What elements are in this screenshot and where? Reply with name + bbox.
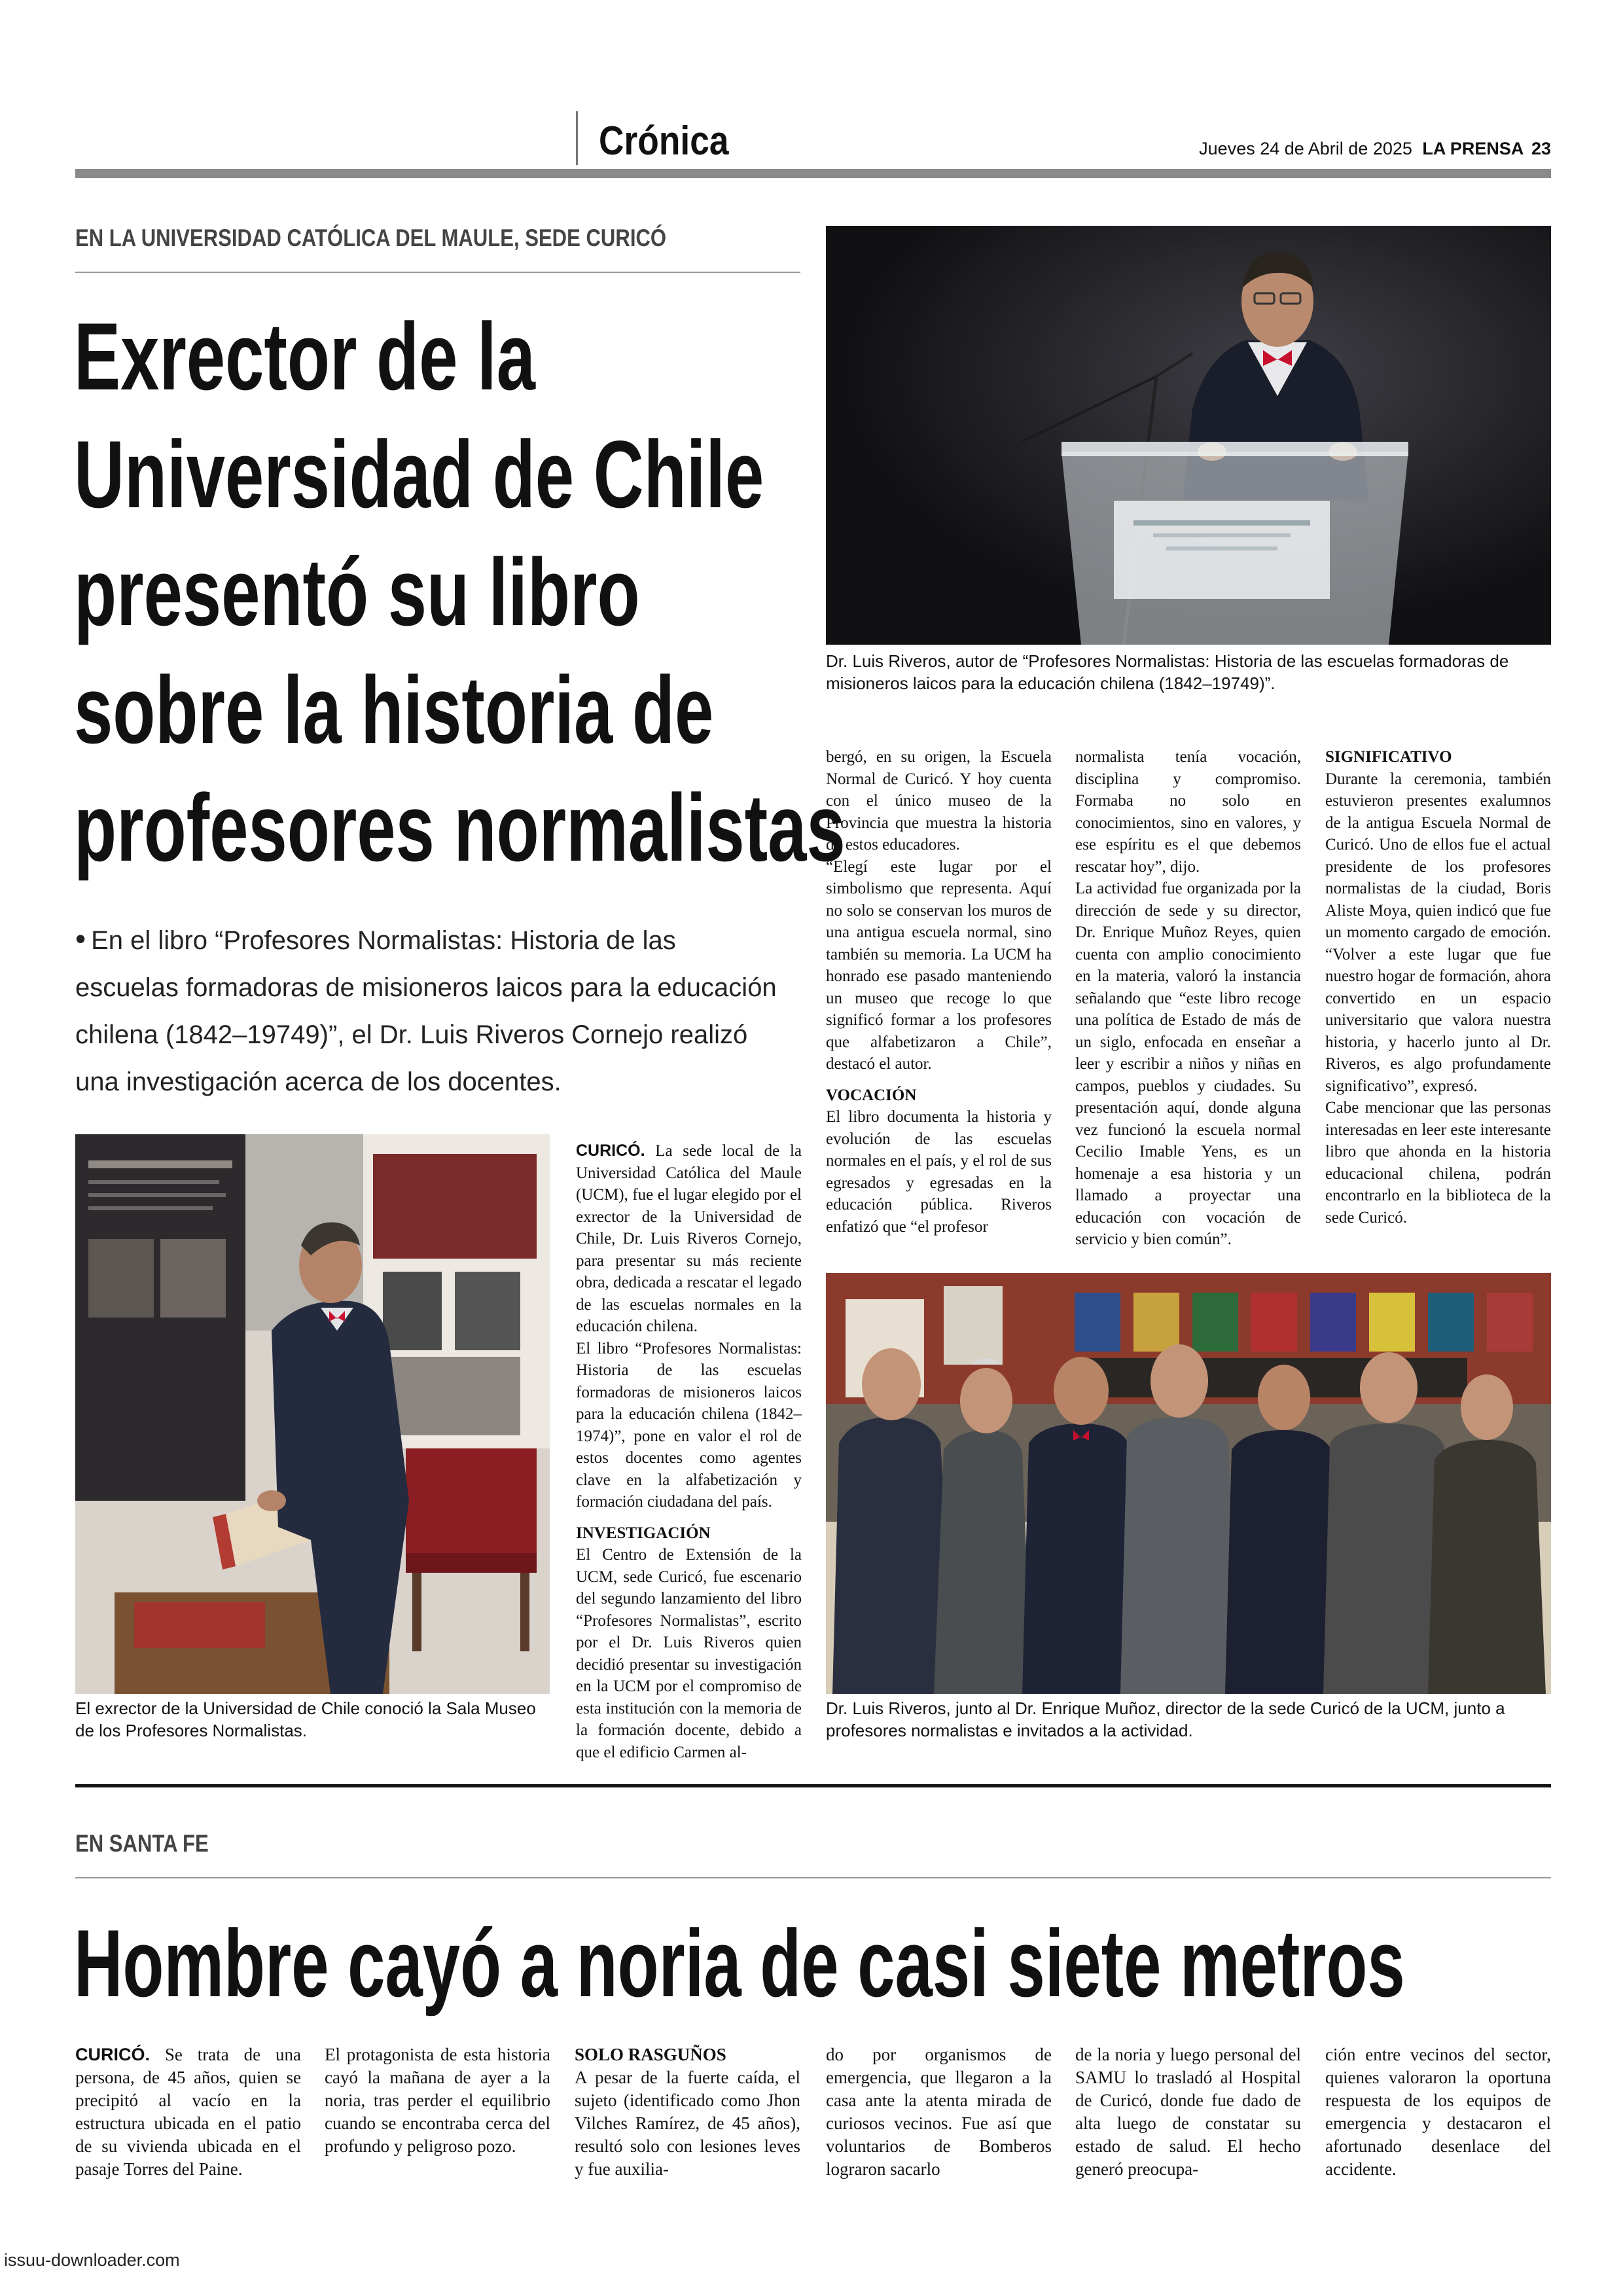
paragraph: A pesar de la fuerte caída, el sujeto (identificado como Jhon Vilches Ramírez, de 45 años), resultó solo con lesiones leves y fue auxilia- bbox=[575, 2068, 800, 2179]
paragraph: El protagonista de esta historia cayó la mañana de ayer a la noria, tras perder el equilibrio cuando se encontraba cerca del profundo y peligroso pozo. bbox=[325, 2045, 550, 2156]
subhead-investigacion: INVESTIGACIÓN bbox=[576, 1524, 711, 1542]
paragraph: La actividad fue organizada por la dirección de sede y su director, Dr. Enrique Muñoz Reyes, quien cuenta con amplio conocimiento en la materia, valoró la instancia señalando que “este libro recoge una política de Estado de más de un siglo, enfocada en enseñar a leer y escribir a niños y niñas en campos, pueblos y ciudades. Su presentación aquí, donde alguna vez funcionó la escuela normal Cecilio Imable Yens, es un homenaje a esa historia y un llamado a proyectar una educación con vocación de servicio y bien común”. bbox=[1075, 880, 1301, 1248]
kicker-rule bbox=[75, 272, 800, 273]
paragraph: bergó, en su origen, la Escuela Normal de Curicó. Y hoy cuenta con el único museo de la Provincia que muestra la historia de estos educadores. bbox=[826, 748, 1052, 853]
photo-museum-visit bbox=[75, 1134, 550, 1694]
story1-column-1 bbox=[576, 1140, 802, 1763]
issue-date: Jueves 24 de Abril de 2025 bbox=[1199, 139, 1412, 158]
story2-column-3 bbox=[575, 2043, 800, 2181]
photo-speaker-caption: Dr. Luis Riveros, autor de “Profesores Normalistas: Historia de las escuelas formadoras de misioneros laicos para la educación chilena (1842–19749)”. bbox=[826, 651, 1509, 693]
section-divider bbox=[576, 111, 578, 165]
paragraph: La sede local de la Universidad Católica del Maule (UCM), fue el lugar elegido por el exrector de la Universidad de Chile, Dr. Luis Riveros Cornejo, para presentar su más reciente obra, dedicada a rescatar el legado de las escuelas normales en la educación chilena. bbox=[576, 1142, 802, 1335]
photo-group-caption: Dr. Luis Riveros, junto al Dr. Enrique Muñoz, director de la sede Curicó de la UCM, junto a profesores normalistas e invitados a la actividad. bbox=[826, 1698, 1505, 1740]
headline-line: sobre la historia de bbox=[74, 656, 714, 763]
watermark: issuu-downloader.com bbox=[4, 2250, 180, 2270]
subhead-solo-rasgunos: SOLO RASGUÑOS bbox=[575, 2045, 726, 2064]
lead-line: una investigación acerca de los docentes. bbox=[75, 1067, 562, 1096]
photo-speaker-podium bbox=[826, 226, 1551, 645]
dateline: CURICÓ. bbox=[75, 2045, 150, 2064]
issue-info bbox=[1199, 139, 1551, 159]
subhead-significativo: SIGNIFICATIVO bbox=[1325, 748, 1452, 766]
story1-column-4 bbox=[1325, 746, 1551, 1229]
photo-museum-caption: El exrector de la Universidad de Chile conoció la Sala Museo de los Profesores Normalistas. bbox=[75, 1698, 536, 1740]
story1-column-2 bbox=[826, 746, 1052, 1238]
page-number: 23 bbox=[1531, 139, 1551, 158]
subhead-vocacion: VOCACIÓN bbox=[826, 1086, 917, 1104]
story-separator bbox=[75, 1784, 1551, 1787]
paragraph: Cabe mencionar que las personas interesadas en leer este interesante libro que ahonda en la historia educacional chilena, podrán encontrarlo en la biblioteca de la sede Curicó. bbox=[1325, 1099, 1551, 1227]
paragraph: El libro “Profesores Normalistas: Historia de las escuelas formadoras de misioneros laicos para la educación chilena (1842–1974)”, pone en valor el rol de estos docentes como agentes clave en la alfabetización y formación ciudadana del país. bbox=[576, 1339, 802, 1511]
story2-column-6 bbox=[1325, 2043, 1551, 2181]
story2-column-2 bbox=[325, 2043, 550, 2158]
headline-line: presentó su libro bbox=[74, 539, 640, 645]
paragraph: ción entre vecinos del sector, quienes valoraron la oportuna respuesta de los equipos de emergencia y destacaron el afortunado desenlace del accidente. bbox=[1325, 2045, 1551, 2179]
lead-line: En el libro “Profesores Normalistas: Historia de las bbox=[91, 926, 676, 955]
headline-line: Universidad de Chile bbox=[74, 421, 764, 528]
lead-line: escuelas formadoras de misioneros laicos para la educación bbox=[75, 973, 777, 1002]
headline-line: profesores normalistas bbox=[74, 774, 846, 881]
story1-column-3 bbox=[1075, 746, 1301, 1251]
paper-name: LA PRENSA bbox=[1422, 139, 1524, 158]
dateline: CURICÓ. bbox=[576, 1141, 645, 1160]
header-rule bbox=[75, 169, 1551, 178]
story1-kicker: EN LA UNIVERSIDAD CATÓLICA DEL MAULE, SEDE CURICÓ bbox=[75, 224, 667, 251]
kicker-rule bbox=[75, 1877, 1551, 1878]
headline-line: Exrector de la bbox=[74, 303, 535, 410]
lead-bullet: • bbox=[75, 922, 86, 956]
paragraph: El libro documenta la historia y evolución de las escuelas normales en el país, y el rol de sus egresados y egresadas en la educación pública. Riveros enfatizó que “el profesor bbox=[826, 1108, 1052, 1236]
story2-kicker: EN SANTA FE bbox=[75, 1830, 209, 1857]
lead-line: chilena (1842–19749)”, el Dr. Luis Riveros Cornejo realizó bbox=[75, 1020, 748, 1049]
story2-column-1 bbox=[75, 2043, 301, 2181]
story1-lead bbox=[75, 915, 802, 1105]
story2-headline: Hombre cayó a noria de casi siete metros bbox=[74, 1910, 1405, 2017]
paragraph: Durante la ceremonia, también estuvieron presentes exalumnos de la antigua Escuela Normal de Curicó. Uno de ellos fue el actual presidente de los profesores normalistas de la ciudad, Boris Aliste Moya, quien indicó que fue un momento cargado de emoción. “Volver a este lugar que fue nuestro hogar de formación, ahora convertido en un espacio universitario que valora nuestra historia, y hacerlo junto al Dr. Riveros, es algo profundamente significativo”, expresó. bbox=[1325, 770, 1551, 1095]
photo-group bbox=[826, 1273, 1551, 1694]
paragraph: normalista tenía vocación, disciplina y compromiso. Formaba no solo en conocimientos, sino en valores, y ese espíritu es el que debemos rescatar hoy”, dijo. bbox=[1075, 748, 1301, 876]
paragraph: El Centro de Extensión de la UCM, sede Curicó, fue escenario del segundo lanzamiento del libro “Profesores Normalistas”, escrito por el Dr. Luis Riveros quien decidió presentar su investigación en la UCM por el compromiso de esta institución con la memoria de la formación docente, debido a que el edificio Carmen al- bbox=[576, 1546, 802, 1761]
section-title: Crónica bbox=[599, 118, 729, 164]
paragraph: “Elegí este lugar por el simbolismo que representa. Aquí no solo se conservan los muros de una antigua escuela normal, sino también su memoria. La UCM ha honrado ese pasado manteniendo un museo que recoge lo que significó formar a los profesores que alfabetizaron a Chile”, destacó el autor. bbox=[826, 857, 1052, 1073]
story2-column-5 bbox=[1075, 2043, 1301, 2181]
paragraph: Se trata de una persona, de 45 años, quien se precipitó al vacío en la estructura ubicada en el patio de su vivienda ubicada en el pasaje Torres del Paine. bbox=[75, 2045, 301, 2179]
story2-column-4 bbox=[826, 2043, 1052, 2181]
paragraph: do por organismos de emergencia, que llegaron a la casa ante la atenta mirada de curiosos vecinos. Fue así que voluntarios de Bomberos lograron sacarlo bbox=[826, 2045, 1052, 2179]
paragraph: de la noria y luego personal del SAMU lo trasladó al Hospital de Curicó, donde fue dado de alta luego de constatar su estado de salud. El hecho generó preocupa- bbox=[1075, 2045, 1301, 2179]
